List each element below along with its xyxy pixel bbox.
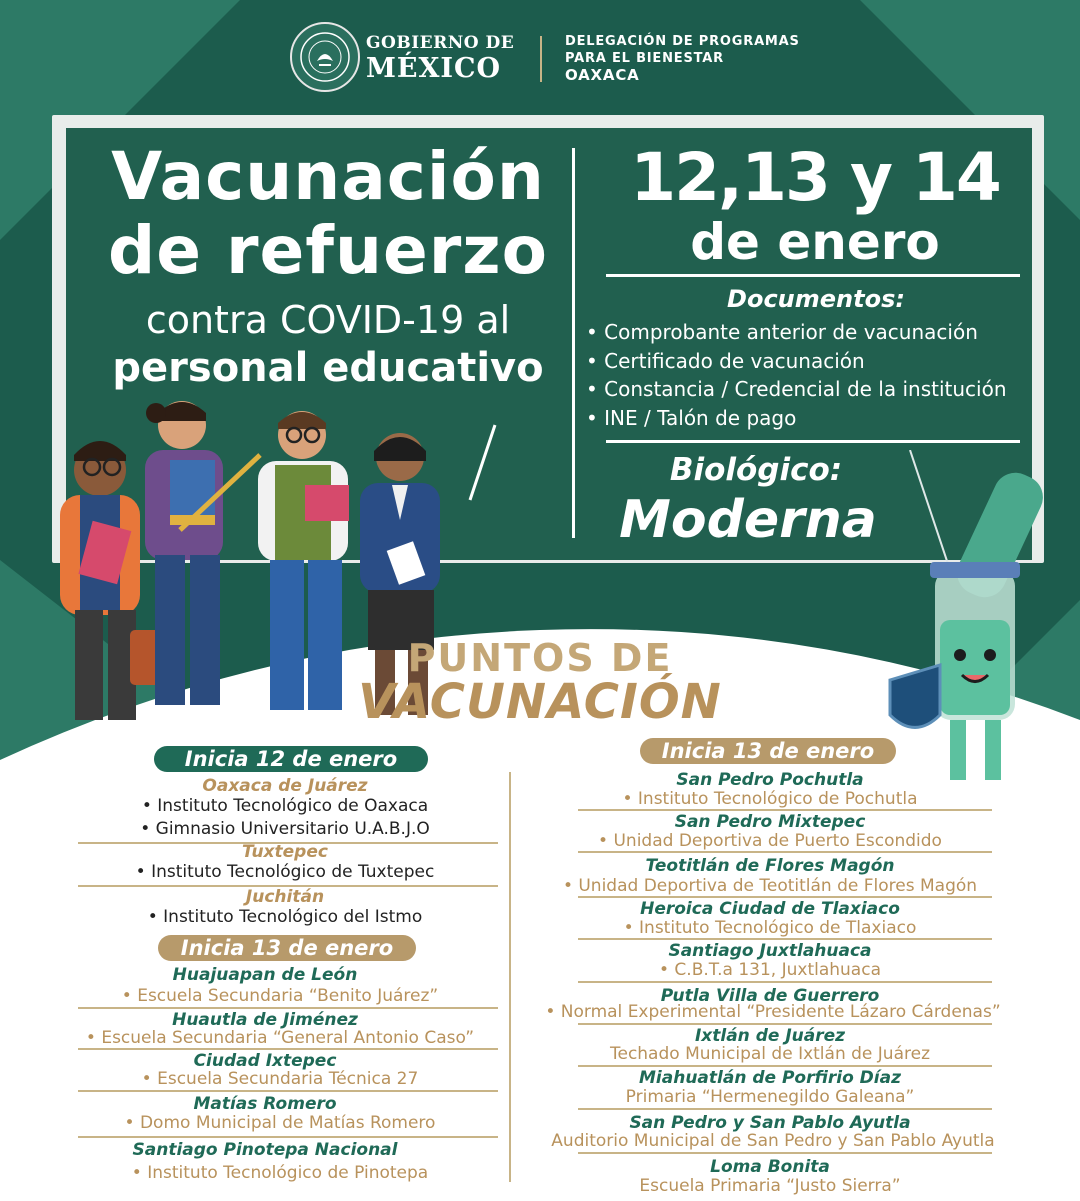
campaign-title <box>88 140 568 392</box>
title-line: de refuerzo <box>107 212 549 289</box>
city-name: San Pedro Mixtepec <box>674 812 866 832</box>
city-name: San Pedro y San Pablo Ayutla <box>629 1113 911 1133</box>
city-name: Santiago Juxtlahuaca <box>668 941 872 961</box>
separator <box>578 896 992 898</box>
separator <box>78 1136 498 1138</box>
mexico-seal-icon <box>290 22 360 92</box>
vaccination-month: de enero <box>690 213 940 271</box>
city-name: Loma Bonita <box>710 1157 830 1177</box>
vaccination-site: • Gimnasio Universitario U.A.B.J.O <box>140 819 430 839</box>
city-name: Tuxtepec <box>242 842 328 862</box>
city-name: Juchitán <box>245 887 325 907</box>
delegation-line: DELEGACIÓN DE PROGRAMAS <box>565 34 800 49</box>
documents-title: Documentos: <box>727 285 905 313</box>
separator <box>578 1023 992 1025</box>
vaccination-site: • Escuela Secundaria “General Antonio Caso” <box>85 1028 475 1048</box>
separator <box>578 981 992 983</box>
board-rule <box>606 274 1020 277</box>
vaccination-site: • Instituto Tecnológico de Tuxtepec <box>135 862 435 882</box>
vaccination-site: Primaria “Hermenegildo Galeana” <box>625 1087 915 1107</box>
vaccination-site: Escuela Primaria “Justo Sierra” <box>639 1176 901 1196</box>
vaccination-site: • Unidad Deportiva de Puerto Escondido <box>598 831 942 851</box>
vaccination-site: • C.B.T.a 131, Juxtlahuaca <box>658 960 881 980</box>
start-date-pill: Inicia 13 de enero <box>158 935 416 961</box>
vaccination-site: • Normal Experimental “Presidente Lázaro Cárdenas” <box>545 1002 1001 1022</box>
city-name: Huajuapan de León <box>172 965 358 985</box>
government-country: MÉXICO <box>366 53 502 84</box>
board-rule <box>606 440 1020 443</box>
vaccination-site: • Instituto Tecnológico del Istmo <box>147 907 423 927</box>
city-name: Teotitlán de Flores Magón <box>645 856 895 876</box>
delegation-line: PARA EL BIENESTAR <box>565 51 724 66</box>
title-audience: personal educativo <box>112 345 544 391</box>
documents-list <box>586 318 1007 432</box>
separator <box>578 1108 992 1110</box>
vaccine-mascot-illustration <box>880 450 1075 800</box>
start-date-pill: Inicia 12 de enero <box>154 746 428 772</box>
separator <box>578 809 992 811</box>
separator <box>578 851 992 853</box>
biologic-label: Biológico: <box>669 452 843 488</box>
separator <box>578 1152 992 1154</box>
city-name: Putla Villa de Guerrero <box>660 986 880 1006</box>
teacher-figure-3 <box>258 411 349 710</box>
city-name: Heroica Ciudad de Tlaxiaco <box>640 899 900 919</box>
government-label: GOBIERNO DE <box>366 33 515 53</box>
column-divider <box>509 772 511 1182</box>
header-divider <box>540 36 542 82</box>
separator <box>578 1065 992 1067</box>
separator <box>578 938 992 940</box>
vaccination-site: • Domo Municipal de Matías Romero <box>124 1113 436 1133</box>
document-item: • Comprobante anterior de vacunación <box>586 320 978 344</box>
vaccination-site: • Instituto Tecnológico de Oaxaca <box>141 796 429 816</box>
delegation-line: OAXACA <box>565 66 640 84</box>
vaccination-site: • Escuela Secundaria “Benito Juárez” <box>121 986 439 1006</box>
board-divider <box>572 148 575 538</box>
separator <box>78 1090 498 1092</box>
vaccination-site: Auditorio Municipal de San Pedro y San Pablo Ayutla <box>551 1131 995 1151</box>
section-title-line2: VACUNACIÓN <box>358 674 722 730</box>
teacher-figure-2 <box>145 401 260 705</box>
city-name: Miahuatlán de Porfirio Díaz <box>639 1068 901 1088</box>
vaccination-site: • Instituto Tecnológico de Pinotepa <box>131 1163 429 1183</box>
document-item: • Certificado de vacunación <box>586 348 865 373</box>
city-name: Matías Romero <box>193 1094 337 1114</box>
title-subline: contra COVID-19 al <box>145 298 511 342</box>
vaccination-site: Techado Municipal de Ixtlán de Juárez <box>609 1044 930 1064</box>
city-name: Oaxaca de Juárez <box>202 776 368 796</box>
separator <box>78 1048 498 1050</box>
vaccination-site: • Instituto Tecnológico de Tlaxiaco <box>623 918 917 938</box>
document-item: • Constancia / Credencial de la institución <box>586 377 1007 401</box>
city-name: Huautla de Jiménez <box>172 1010 358 1030</box>
title-line: Vacunación <box>111 138 545 215</box>
vaccination-site: • Unidad Deportiva de Teotitlán de Flores Magón <box>562 876 978 896</box>
delegation-label <box>565 33 800 84</box>
section-title-line1: PUNTOS DE <box>407 636 673 680</box>
city-name: Santiago Pinotepa Nacional <box>132 1140 398 1160</box>
document-item: • INE / Talón de pago <box>586 405 797 430</box>
city-name: Ciudad Ixtepec <box>193 1051 337 1071</box>
vaccination-site: • Instituto Tecnológico de Pochutla <box>622 789 918 809</box>
city-name: San Pedro Pochutla <box>676 770 864 790</box>
city-name: Ixtlán de Juárez <box>694 1026 846 1046</box>
vaccination-days: 12,13 y 14 <box>630 139 1000 216</box>
biologic-value: Moderna <box>619 490 877 550</box>
vaccination-site: • Escuela Secundaria Técnica 27 <box>141 1069 419 1089</box>
start-date-pill: Inicia 13 de enero <box>640 738 896 764</box>
header <box>0 0 1080 105</box>
separator <box>78 1007 498 1009</box>
